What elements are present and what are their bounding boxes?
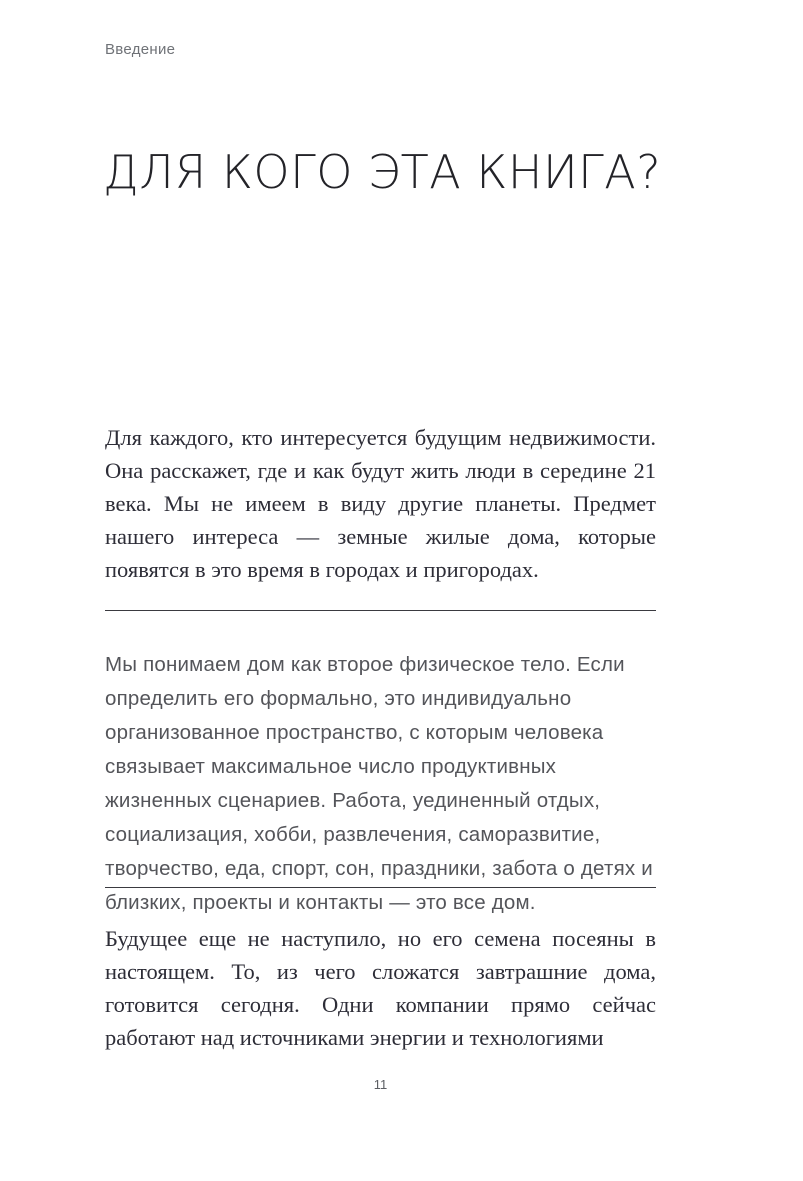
callout-paragraph: Мы понимаем дом как второе физическое тело. Если определить его формально, это индивидуально организованное пространство, с которым человека связывает максимальное число продуктивных жизненных сценариев. Работа, уединенный отдых, социализация, хобби, развлечения, саморазвитие, творчество, еда, спорт, сон, праздники, забота о детях и близких, проекты и контакты — это все дом. [105, 652, 653, 914]
divider-bottom [105, 887, 656, 888]
page-number: 11 [373, 1077, 388, 1092]
divider-top [105, 610, 656, 611]
intro-paragraph: Для каждого, кто интересуется будущим недвижимости. Она расскажет, где и как будут жить люди в середине 21 века. Мы не имеем в виду другие планеты. Предмет нашего интереса — земные жилые дома, которые появятся в это время в городах и пригородах. [105, 424, 656, 582]
running-head: Введение [105, 41, 176, 58]
body-paragraph: Будущее еще не наступило, но его семена посеяны в настоящем. То, из чего сложатся завтрашние дома, готовится сегодня. Одни компании прямо сейчас работают над источниками энергии и технологиями [105, 925, 656, 1050]
chapter-title: ДЛЯ КОГО ЭТА КНИГА? [103, 144, 662, 199]
